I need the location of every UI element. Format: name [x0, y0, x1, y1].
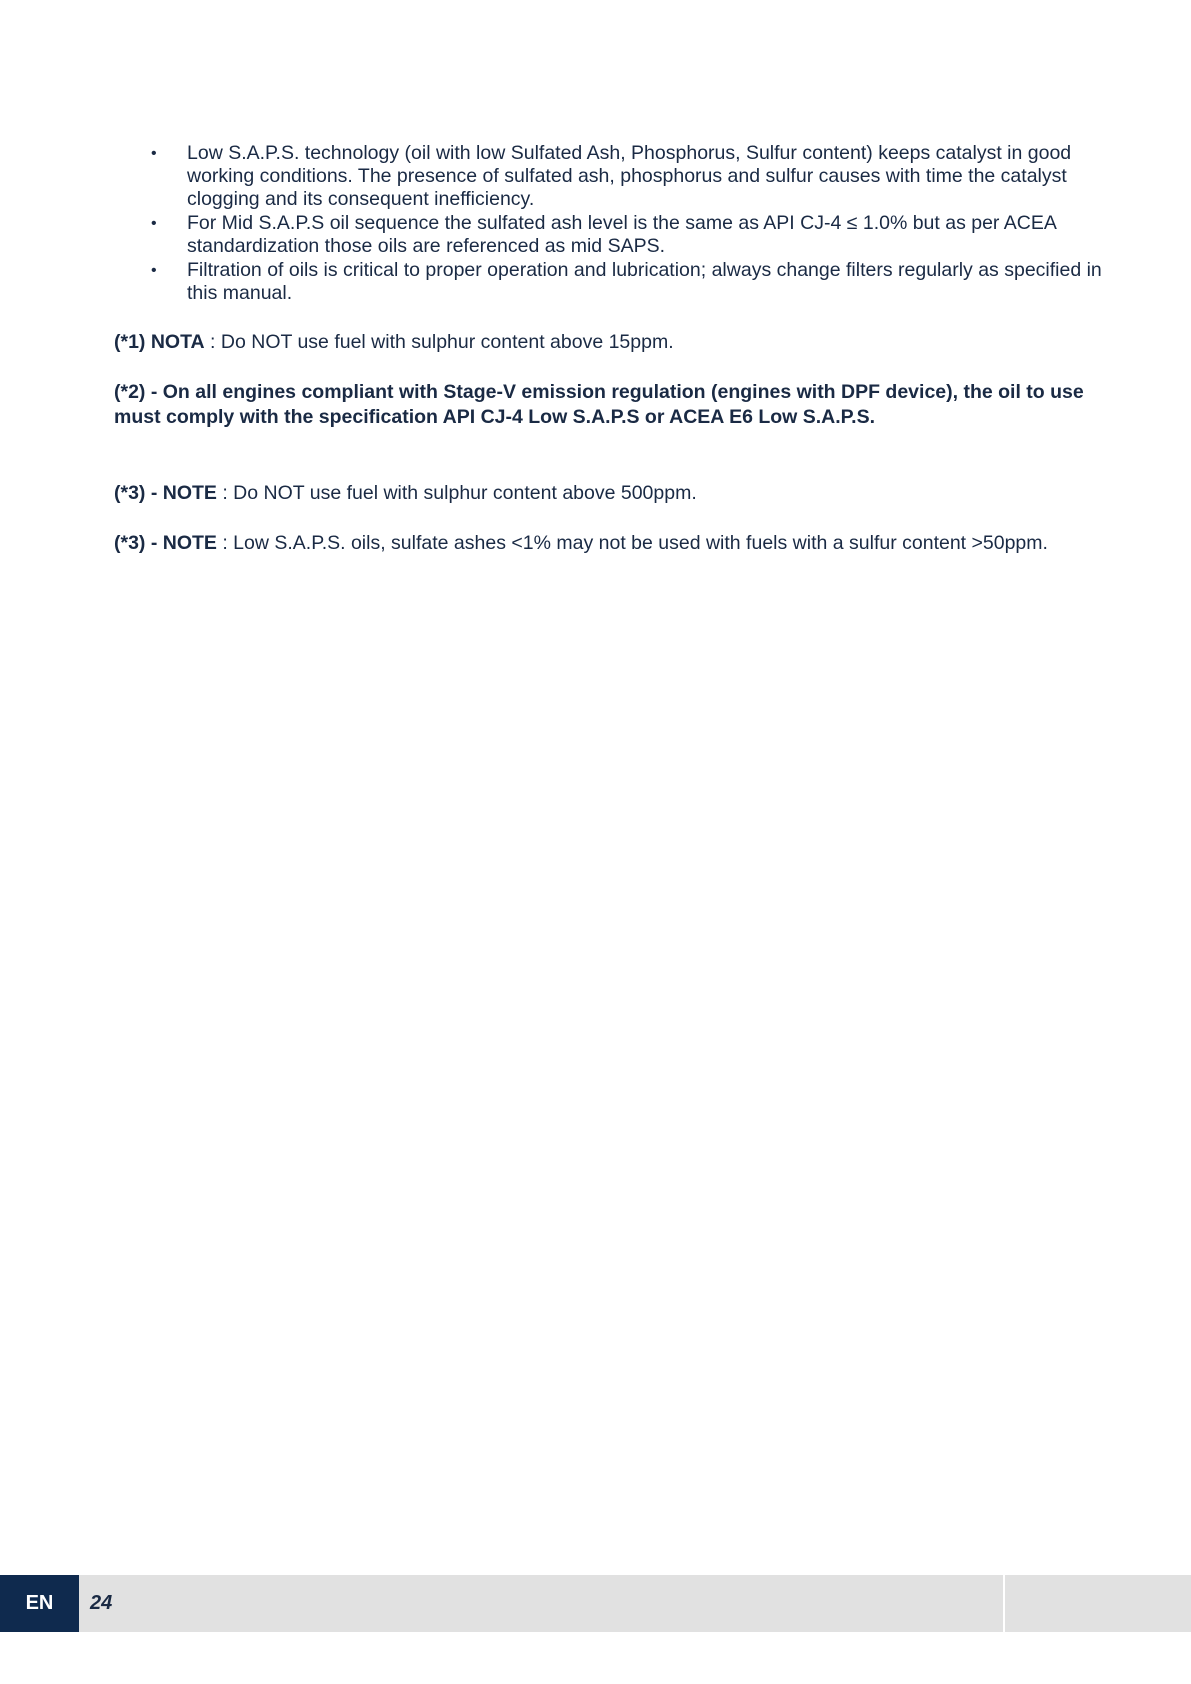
bullet-icon: • [151, 145, 157, 162]
list-item-text: Low S.A.P.S. technology (oil with low Sulfated Ash, Phosphorus, Sulfur content) keeps catalyst in good working conditions. The presence of sulfated ash, phosphorus and sulfur causes with time the catalyst clogging and its consequent inefficiency. [187, 142, 1072, 210]
note-text: (*2) - On all engines compliant with Stage-V emission regulation (engines with DPF device), the oil to use must comply with the specification API CJ-4 Low S.A.P.S or ACEA E6 Low S.A.P.S. [114, 381, 1084, 428]
language-badge: EN [0, 1575, 79, 1632]
note-fuel-15ppm [114, 330, 1104, 355]
bullet-icon: • [151, 215, 157, 232]
note-text: : Low S.A.P.S. oils, sulfate ashes <1% may not be used with fuels with a sulfur content >50ppm. [216, 532, 1048, 554]
page-number: 24 [90, 1592, 113, 1614]
list-item-text: For Mid S.A.P.S oil sequence the sulfated ash level is the same as API CJ-4 ≤ 1.0% but as per ACEA standardization those oils are referenced as mid SAPS. [187, 212, 1056, 257]
page-content [114, 142, 1104, 556]
list-item [151, 212, 1104, 258]
note-label: (*1) NOTA [114, 331, 205, 353]
note-text: : Do NOT use fuel with sulphur content above 500ppm. [216, 482, 697, 504]
footer-divider [1003, 1575, 1005, 1632]
list-item-text: Filtration of oils is critical to proper operation and lubrication; always change filters regularly as specified in this manual. [187, 259, 1102, 304]
note-low-saps-oils [114, 531, 1104, 556]
bullet-list [114, 142, 1104, 305]
page-footer [0, 1575, 1191, 1632]
note-label: (*3) - NOTE [114, 532, 217, 554]
note-text: : Do NOT use fuel with sulphur content above 15ppm. [204, 331, 674, 353]
list-item [151, 259, 1104, 305]
note-label: (*3) - NOTE [114, 482, 217, 504]
note-stage-v-oil [114, 380, 1104, 430]
list-item [151, 142, 1104, 211]
note-fuel-500ppm [114, 481, 1104, 506]
bullet-icon: • [151, 262, 157, 279]
